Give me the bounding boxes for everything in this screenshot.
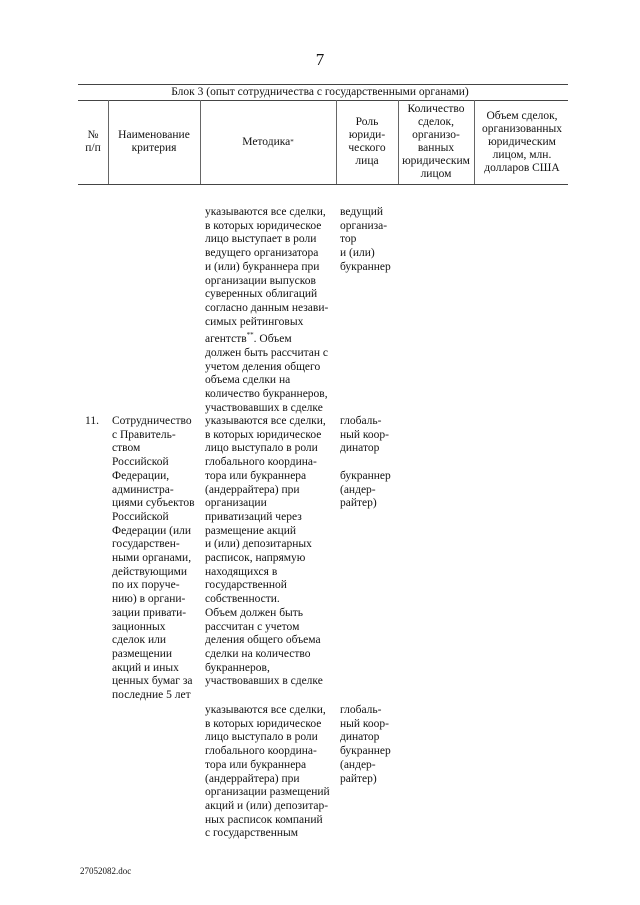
header-bottom-rule bbox=[78, 184, 568, 185]
header-divider bbox=[336, 100, 337, 184]
method-text: указываются все сделки, в которых юридическое лицо выступает в роли ведущего организатора и (или) букраннера при организации выпусков суверенных облигаций согласно данным незави- симых рейтинговых агентств bbox=[205, 206, 329, 346]
page-number: 7 bbox=[315, 50, 325, 69]
table-row-method bbox=[205, 206, 337, 415]
header-divider bbox=[398, 100, 399, 184]
table-row-role: ведущий организа- тор и (или) букраннер bbox=[340, 206, 391, 273]
footer-filename: 27052082.doc bbox=[80, 866, 132, 876]
table-row-role: глобаль- ный коор- динатор букраннер (андер- райтер) bbox=[340, 704, 391, 785]
header-volume: Объем сделок, организованных юридическим лицом, млн. долларов США bbox=[481, 109, 563, 174]
block-title-rule bbox=[78, 100, 568, 101]
header-method-label: Методика bbox=[242, 135, 291, 148]
table-top-rule bbox=[78, 84, 568, 85]
table-row-role: глобаль- ный коор- динатор букраннер (андер- райтер) bbox=[340, 415, 391, 510]
footnote-mark: ** bbox=[246, 331, 254, 340]
table-row-method: указываются все сделки, в которых юридическое лицо выступало в роли глобального координа- тора или букраннера (андеррайтера) при организации приватизаций через размещение акций и (или) депозитарных расписок, напрямую находящихся в государственной собственности. Объем должен быть рассчитан с учетом деления общего объема сделки на количество букраннеров, участвовавших в сделке bbox=[205, 415, 326, 688]
block-title: Блок 3 (опыт сотрудничества с государственными органами) bbox=[171, 86, 469, 98]
table-row-method: указываются все сделки, в которых юридическое лицо выступало в роли глобального координа- тора или букраннера (андеррайтера) при организации размещений акций и (или) депозитар- ных расписок компаний с государственным bbox=[205, 704, 330, 840]
header-method bbox=[202, 104, 334, 180]
header-divider bbox=[474, 100, 475, 184]
header-divider bbox=[200, 100, 201, 184]
header-method-mark: * bbox=[290, 137, 294, 146]
header-divider bbox=[108, 100, 109, 184]
header-role: Роль юриди-ческого лица bbox=[348, 116, 386, 167]
table-row-number: 11. bbox=[85, 415, 99, 427]
method-text: . Объем должен быть рассчитан с учетом деления общего объема сделки на количество букраннеров, участвовавших в сделке bbox=[205, 333, 329, 414]
header-criterion: Наименование критерия bbox=[118, 129, 190, 154]
header-count: Количество сделок, организо-ванных юридическим лицом bbox=[402, 103, 470, 180]
header-num: № п/п bbox=[85, 129, 101, 154]
table-row-criterion: Сотрудничество с Правитель- ством Российской Федерации, администра- циями субъектов Российской Федерации (или государствен- ными органами, действующими по их поруче- нию) в органи- зации привати- зационных сделок или размещении акций и иных ценных бумаг за последние 5 лет bbox=[112, 415, 195, 702]
